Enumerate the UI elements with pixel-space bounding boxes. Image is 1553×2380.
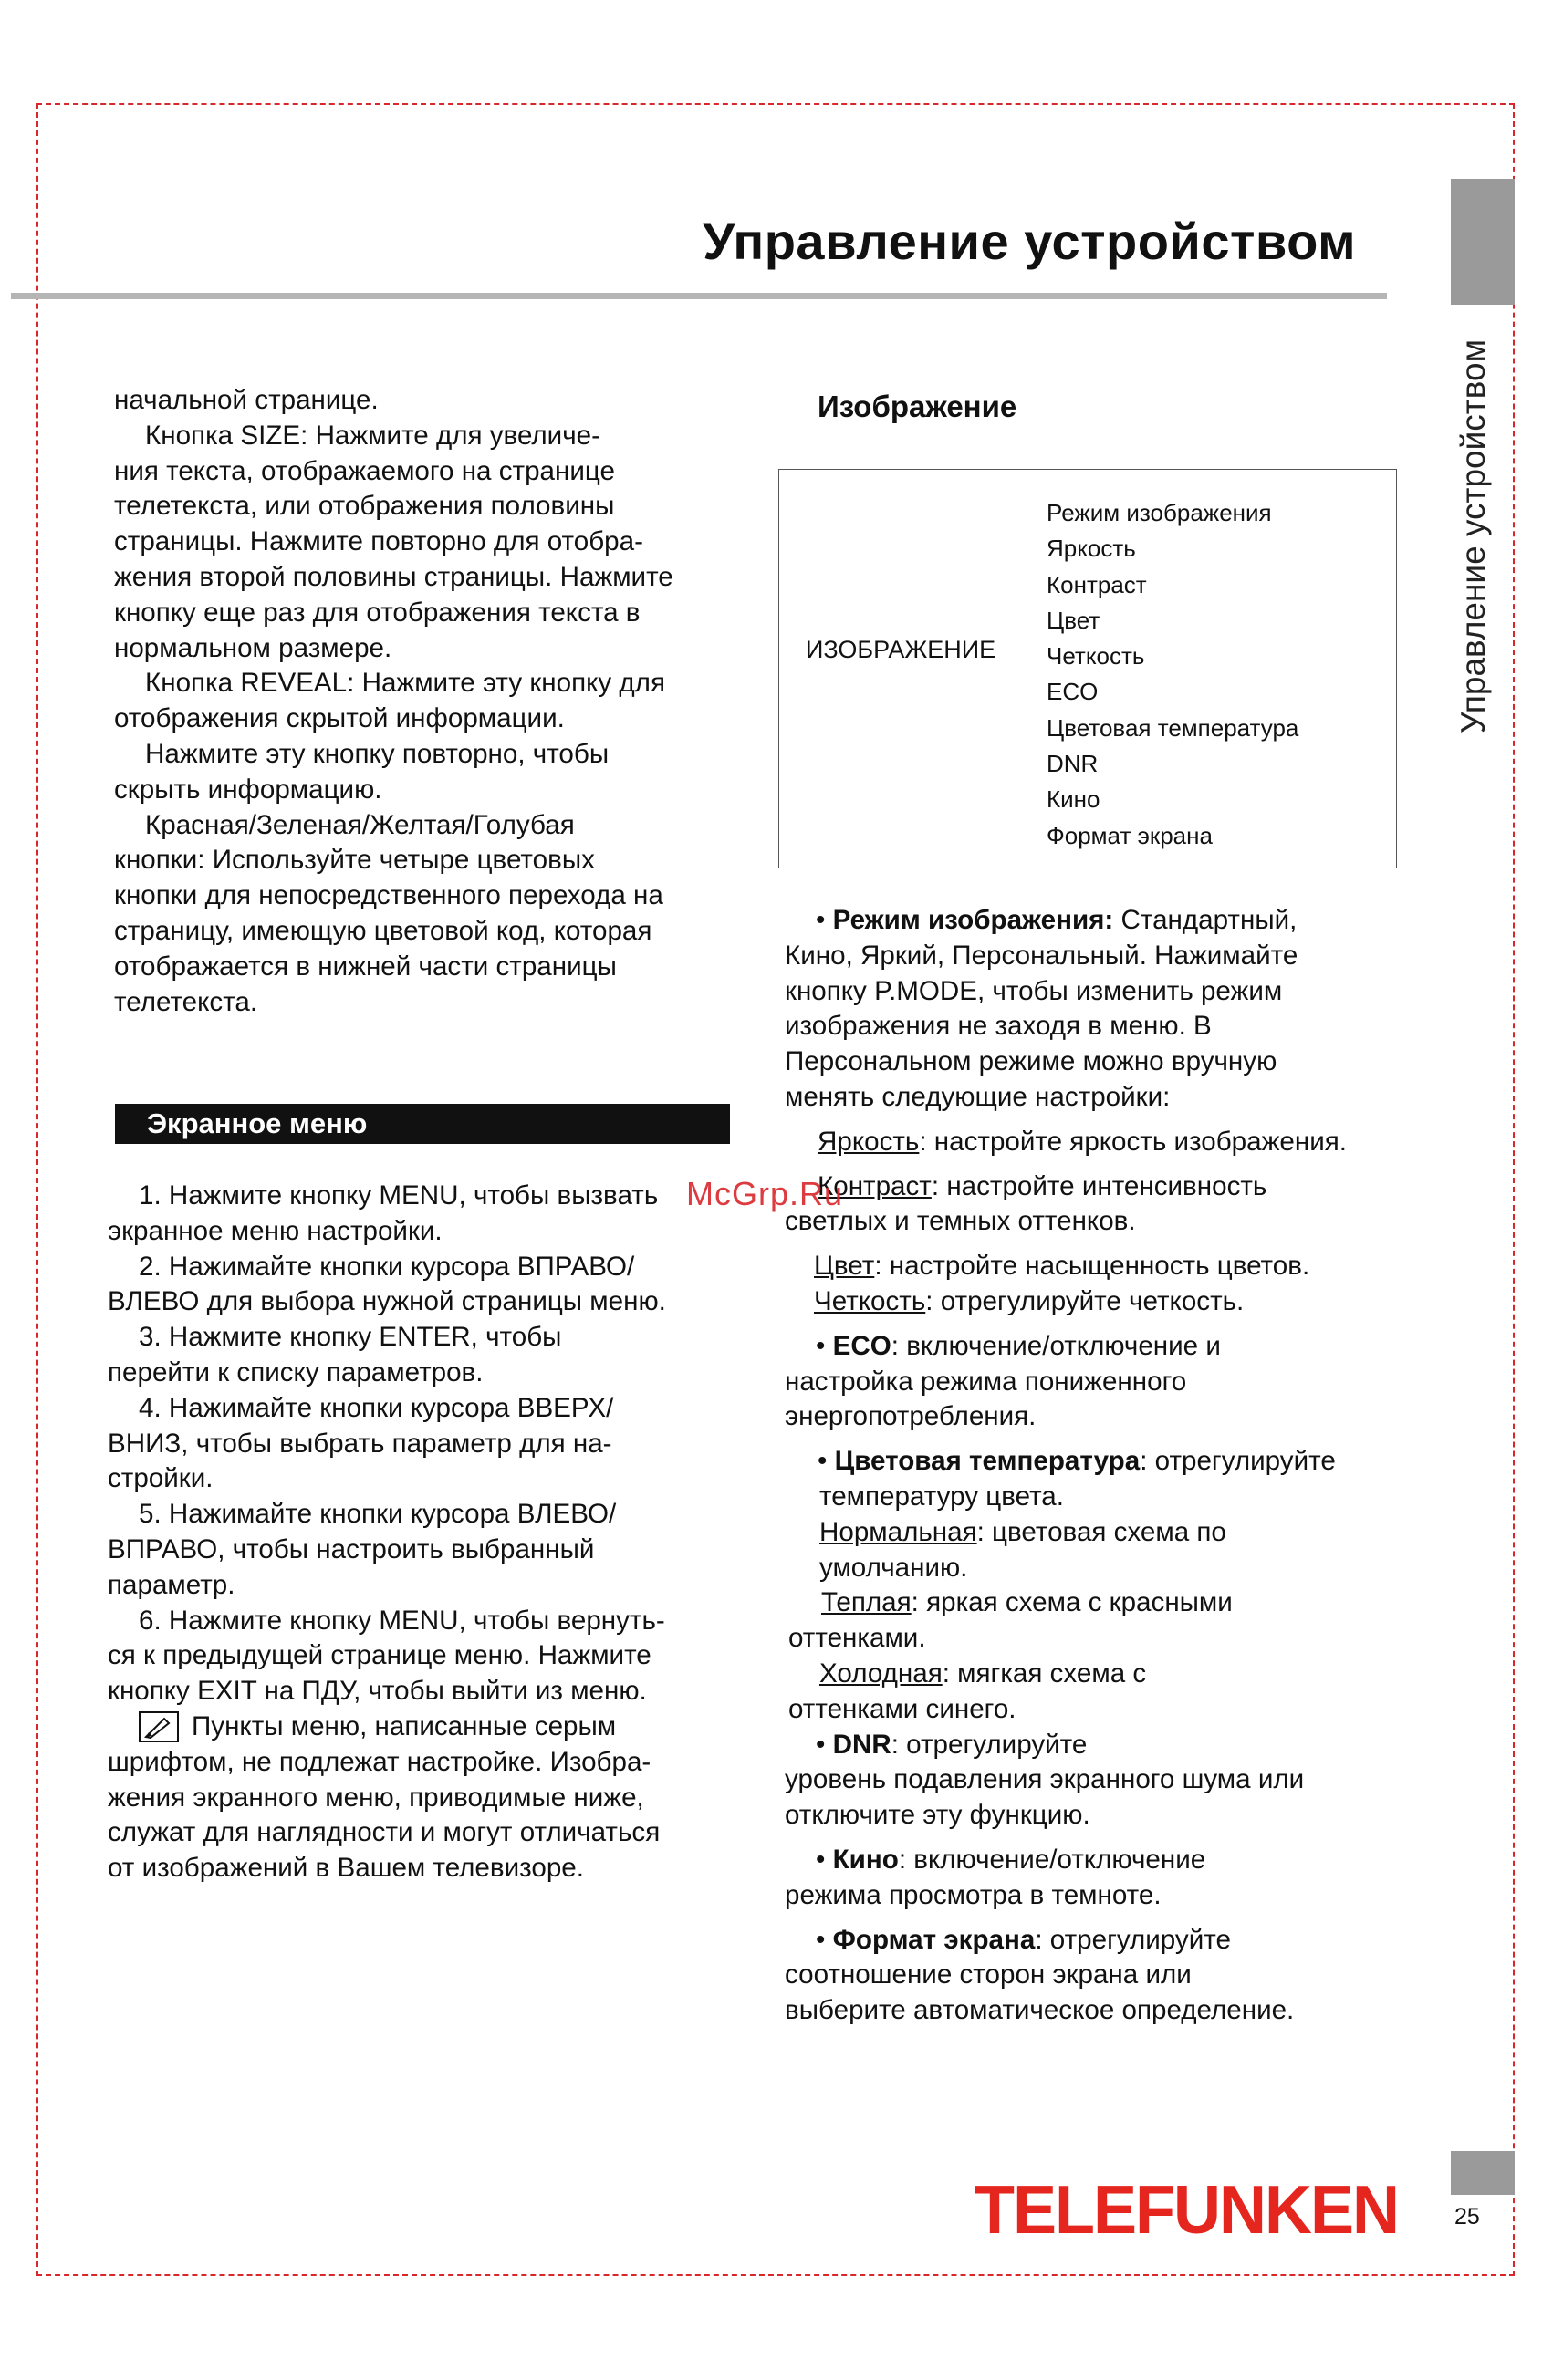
menu-item: Режим изображения [1047, 499, 1272, 526]
menu-item: Контраст [1047, 570, 1147, 598]
text-line: соотношение сторон экрана или [785, 1959, 1192, 1990]
step-line: 2. Нажимайте кнопки курсора ВПРАВО/ [139, 1251, 635, 1282]
step-line: стройки. [108, 1463, 214, 1494]
title-divider [11, 293, 1387, 299]
aspect-line: • Формат экрана: отрегулируйте [816, 1924, 1231, 1955]
dnr-line: • DNR: отрегулируйте [816, 1729, 1088, 1760]
menu-item: Яркость [1047, 535, 1136, 563]
text-line: кнопки для непосредственного перехода на [114, 880, 663, 911]
menu-item: Цвет [1047, 606, 1100, 634]
right-column-text [785, 903, 1405, 2029]
menu-box-list [1047, 495, 1298, 854]
text-line: страницу, имеющую цветовой код, которая [114, 915, 652, 946]
page-number: 25 [1454, 2204, 1480, 2229]
text-line: телетекста, или отображения половины [114, 491, 615, 522]
bottom-gray-tab [1451, 2151, 1515, 2195]
text-line: уровень подавления экранного шума или [785, 1764, 1305, 1795]
menu-item: Цветовая температура [1047, 713, 1299, 742]
note-line: жения экранного меню, приводимые ниже, [108, 1782, 644, 1813]
step-line: 1. Нажмите кнопку MENU, чтобы вызвать [139, 1180, 659, 1211]
text-line: Кнопка REVEAL: Нажмите эту кнопку для [145, 668, 665, 699]
side-section-label: Управление устройством [1454, 338, 1492, 734]
step-line: ВПРАВО, чтобы настроить выбранный [108, 1533, 595, 1564]
menu-item: ECO [1047, 678, 1099, 706]
text-line: кнопку P.MODE, чтобы изменить режим [785, 975, 1283, 1006]
text-line: нормальном размере. [114, 632, 392, 663]
text-line: менять следующие настройки: [785, 1081, 1171, 1112]
text-line: Кино, Яркий, Персональный. Нажимайте [785, 940, 1298, 971]
text-line: энергопотребления. [785, 1401, 1037, 1432]
text-line: кнопку еще раз для отображения текста в [114, 597, 641, 628]
menu-item: Кино [1047, 785, 1100, 814]
text-line: отображения скрытой информации. [114, 703, 565, 734]
text-line: начальной странице. [114, 385, 379, 415]
step-line: ся к предыдущей странице меню. Нажмите [108, 1640, 651, 1671]
note-first-line [108, 1710, 737, 1745]
eco-line: • ECO: включение/отключение и [816, 1330, 1221, 1361]
picture-menu-box [778, 469, 1397, 868]
text-line: ния текста, отображаемого на странице [114, 455, 615, 486]
step-line: 6. Нажмите кнопку MENU, чтобы вернуть- [139, 1605, 665, 1636]
text-line: отключите эту функцию. [785, 1800, 1090, 1831]
text-line: оттенками синего. [788, 1693, 1016, 1724]
page-title: Управление устройством [703, 213, 1356, 270]
text-line: Кнопка SIZE: Нажмите для увеличе- [145, 420, 600, 451]
contrast-line: Контраст: настройте интенсивность [818, 1170, 1267, 1201]
menu-item: Формат экрана [1047, 821, 1213, 849]
note-line: от изображений в Вашем телевизоре. [108, 1853, 584, 1884]
text-line: температуру цвета. [819, 1481, 1064, 1512]
text-line: кнопки: Используйте четыре цветовых [114, 845, 595, 876]
text-line: отображается в нижней части страницы [114, 951, 617, 982]
text-line: скрыть информацию. [114, 774, 382, 805]
text-line: выберите автоматическое определение. [785, 1995, 1295, 2026]
note-text: Пункты меню, написанные серым [192, 1710, 617, 1741]
section-header-picture: Изображение [818, 390, 1017, 423]
normal-line: Нормальная: цветовая схема по [819, 1516, 1226, 1547]
cold-line: Холодная: мягкая схема с [819, 1658, 1147, 1689]
step-line: 3. Нажмите кнопку ENTER, чтобы [139, 1322, 562, 1353]
brightness-line: Яркость: настройте яркость изображения. [818, 1126, 1347, 1157]
step-line: кнопку EXIT на ПДУ, чтобы выйти из меню. [108, 1676, 647, 1707]
menu-box-label: ИЗОБРАЖЕНИЕ [806, 636, 996, 663]
text-line: Нажмите эту кнопку повторно, чтобы [145, 738, 610, 769]
step-line: параметр. [108, 1569, 235, 1600]
text-line: изображения не заходя в меню. В [785, 1011, 1212, 1042]
note-line: служат для наглядности и могут отличаться [108, 1817, 661, 1848]
left-column-text [114, 383, 735, 1020]
warm-line: Теплая: яркая схема с красными [821, 1587, 1233, 1618]
menu-steps [108, 1179, 737, 1886]
step-line: 4. Нажимайте кнопки курсора ВВЕРХ/ [139, 1392, 614, 1423]
step-line: ВНИЗ, чтобы выбрать параметр для на- [108, 1428, 612, 1459]
text-line: Красная/Зеленая/Желтая/Голубая [145, 809, 575, 840]
text-line: умолчанию. [819, 1552, 968, 1583]
step-line: ВЛЕВО для выбора нужной страницы меню. [108, 1286, 666, 1317]
color-temp-line: • Цветовая температура: отрегулируйте [818, 1446, 1336, 1477]
text-line: настройка режима пониженного [785, 1366, 1187, 1397]
picture-mode-line: • Режим изображения: Стандартный, [816, 905, 1298, 935]
section-header-onscreen-menu: Экранное меню [115, 1104, 730, 1144]
note-pencil-icon [139, 1711, 179, 1742]
top-gray-tab [1451, 179, 1515, 305]
text-line: страницы. Нажмите повторно для отобра- [114, 526, 643, 557]
color-line: Цвет: настройте насыщенность цветов. [814, 1251, 1310, 1282]
cinema-line: • Кино: включение/отключение [816, 1844, 1206, 1875]
text-line: Персональном режиме можно вручную [785, 1046, 1277, 1077]
menu-item: DNR [1047, 750, 1099, 778]
sharpness-line: Четкость: отрегулируйте четкость. [814, 1285, 1245, 1316]
text-line: светлых и темных оттенков. [785, 1206, 1136, 1237]
step-line: перейти к списку параметров. [108, 1356, 484, 1387]
step-line: 5. Нажимайте кнопки курсора ВЛЕВО/ [139, 1499, 617, 1530]
note-line: шрифтом, не подлежат настройке. Изобра- [108, 1746, 651, 1777]
brand-logo: TELEFUNKEN [975, 2172, 1398, 2249]
text-line: жения второй половины страницы. Нажмите [114, 561, 673, 592]
menu-item: Четкость [1047, 642, 1145, 670]
text-line: режима просмотра в темноте. [785, 1879, 1162, 1910]
step-line: экранное меню настройки. [108, 1215, 443, 1246]
text-line: телетекста. [114, 986, 258, 1017]
watermark: McGrp.Ru [686, 1175, 844, 1212]
text-line: оттенками. [788, 1623, 926, 1654]
